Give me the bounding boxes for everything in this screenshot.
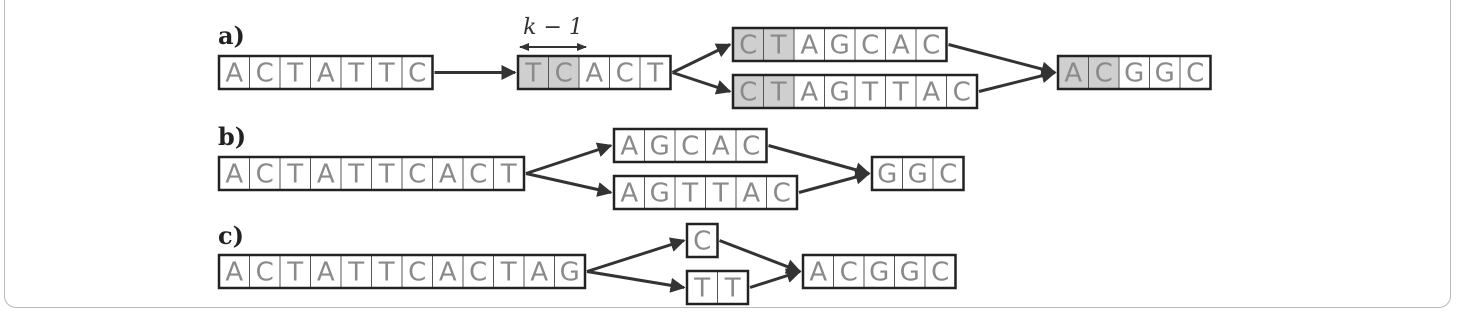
nucleotide-letter: A [530, 257, 549, 288]
nucleotide-letter: A [620, 131, 639, 162]
nucleotide-letter: A [438, 159, 457, 190]
nucleotide-letter: G [877, 159, 898, 190]
nucleotide-letter: A [891, 30, 910, 61]
nucleotide-letter: T [500, 257, 517, 288]
nucleotide-letter: C [255, 159, 274, 190]
nucleotide-letter: T [724, 273, 741, 304]
nucleotide-letter: C [861, 30, 880, 61]
nucleotide-letter: G [649, 131, 670, 162]
nucleotide-letter: G [649, 178, 670, 209]
edge-a4-a5 [979, 73, 1055, 92]
nucleotide-letter: A [800, 77, 819, 108]
nucleotide-letter: G [1124, 58, 1145, 89]
sequence-node-a3 [733, 28, 947, 61]
nucleotide-letter: C [772, 178, 791, 209]
nucleotide-letter: T [647, 58, 664, 89]
nucleotide-letter: A [800, 30, 819, 61]
nucleotide-letter: C [681, 131, 700, 162]
nucleotide-letter: T [694, 273, 711, 304]
nucleotide-letter: A [438, 257, 457, 288]
nucleotide-letter: A [711, 131, 730, 162]
nucleotide-letter: T [287, 58, 304, 89]
nucleotide-letter: T [712, 178, 729, 209]
panel-label-b: b) [218, 122, 247, 151]
nucleotide-letter: C [922, 30, 941, 61]
nucleotide-letter: G [907, 159, 928, 190]
nucleotide-letter: C [1094, 58, 1113, 89]
nucleotide-letter: C [554, 58, 573, 89]
panel-label-a: a) [218, 21, 245, 50]
panel-label-c: c) [218, 221, 244, 250]
edge-b1-b3 [526, 174, 611, 193]
edge-a2-a4 [673, 73, 731, 92]
k-minus-1-label: k − 1 [523, 15, 583, 40]
nucleotide-letter: C [839, 257, 858, 288]
sequence-node-c2 [687, 224, 718, 257]
nucleotide-letter: C [939, 159, 958, 190]
nucleotide-letter: C [1186, 58, 1205, 89]
nucleotide-letter: T [770, 77, 787, 108]
nucleotide-letter: T [770, 30, 787, 61]
edge-c3-c4 [750, 272, 800, 288]
nucleotide-letter: T [287, 257, 304, 288]
nucleotide-letter: T [378, 58, 395, 89]
nucleotide-letter: A [316, 159, 335, 190]
nucleotide-letter: G [829, 77, 850, 108]
edge-c1-c2 [587, 241, 684, 272]
nucleotide-letter: C [255, 58, 274, 89]
k-minus-1-annotation [520, 15, 586, 47]
nucleotide-letter: C [469, 257, 488, 288]
nucleotide-letter: A [742, 178, 761, 209]
nucleotide-letter: C [739, 77, 758, 108]
nucleotide-letter: G [1154, 58, 1175, 89]
edge-c1-c3 [587, 272, 684, 288]
nucleotide-letter: A [585, 58, 604, 89]
sequence-node-b4 [872, 157, 964, 190]
nucleotide-letter: C [255, 257, 274, 288]
nucleotide-letter: T [682, 178, 699, 209]
nucleotide-letter: A [620, 178, 639, 209]
nucleotide-letter: T [378, 257, 395, 288]
nucleotide-letter: C [952, 77, 971, 108]
nucleotide-letter: G [829, 30, 850, 61]
nucleotide-letter: G [899, 257, 920, 288]
sequence-node-a5 [1058, 56, 1211, 89]
nucleotide-letter: A [316, 58, 335, 89]
nucleotide-letter: T [348, 58, 365, 89]
nucleotide-letter: C [408, 159, 427, 190]
nucleotide-letter: C [469, 159, 488, 190]
edge-c2-c4 [720, 241, 801, 272]
nucleotide-letter: T [862, 77, 879, 108]
edge-b3-b4 [799, 174, 869, 193]
nucleotide-letter: C [408, 58, 427, 89]
nucleotide-letter: A [1064, 58, 1083, 89]
sequence-node-c3 [687, 271, 748, 304]
nucleotide-letter: C [615, 58, 634, 89]
nucleotide-letter: T [892, 77, 909, 108]
sequence-node-c1 [219, 255, 585, 288]
nucleotide-letter: T [287, 159, 304, 190]
nucleotide-letter: T [378, 159, 395, 190]
nucleotide-letter: C [693, 226, 712, 257]
nodes-layer [219, 28, 1211, 304]
sequence-node-a4 [733, 75, 977, 108]
nucleotide-letter: T [348, 159, 365, 190]
sequence-node-b3 [614, 176, 797, 209]
nucleotide-letter: A [225, 159, 244, 190]
edge-b2-b4 [769, 146, 870, 174]
nucleotide-letter: C [408, 257, 427, 288]
nucleotide-letter: T [500, 159, 517, 190]
edge-a2-a3 [673, 45, 731, 73]
nucleotide-letter: A [809, 257, 828, 288]
nucleotide-letter: T [525, 58, 542, 89]
nucleotide-letter: A [922, 77, 941, 108]
sequence-node-c4 [803, 255, 956, 288]
sequence-node-b1 [219, 157, 524, 190]
nucleotide-letter: T [348, 257, 365, 288]
edge-a3-a5 [949, 45, 1056, 73]
sequence-node-a1 [219, 56, 433, 89]
nucleotide-letter: G [559, 257, 580, 288]
sequence-node-a2 [518, 56, 671, 89]
edge-b1-b2 [526, 146, 611, 174]
nucleotide-letter: A [225, 257, 244, 288]
sequence-node-b2 [614, 129, 767, 162]
nucleotide-letter: A [316, 257, 335, 288]
nucleotide-letter: A [225, 58, 244, 89]
nucleotide-letter: C [931, 257, 950, 288]
nucleotide-letter: G [869, 257, 890, 288]
nucleotide-letter: C [739, 30, 758, 61]
nucleotide-letter: C [742, 131, 761, 162]
